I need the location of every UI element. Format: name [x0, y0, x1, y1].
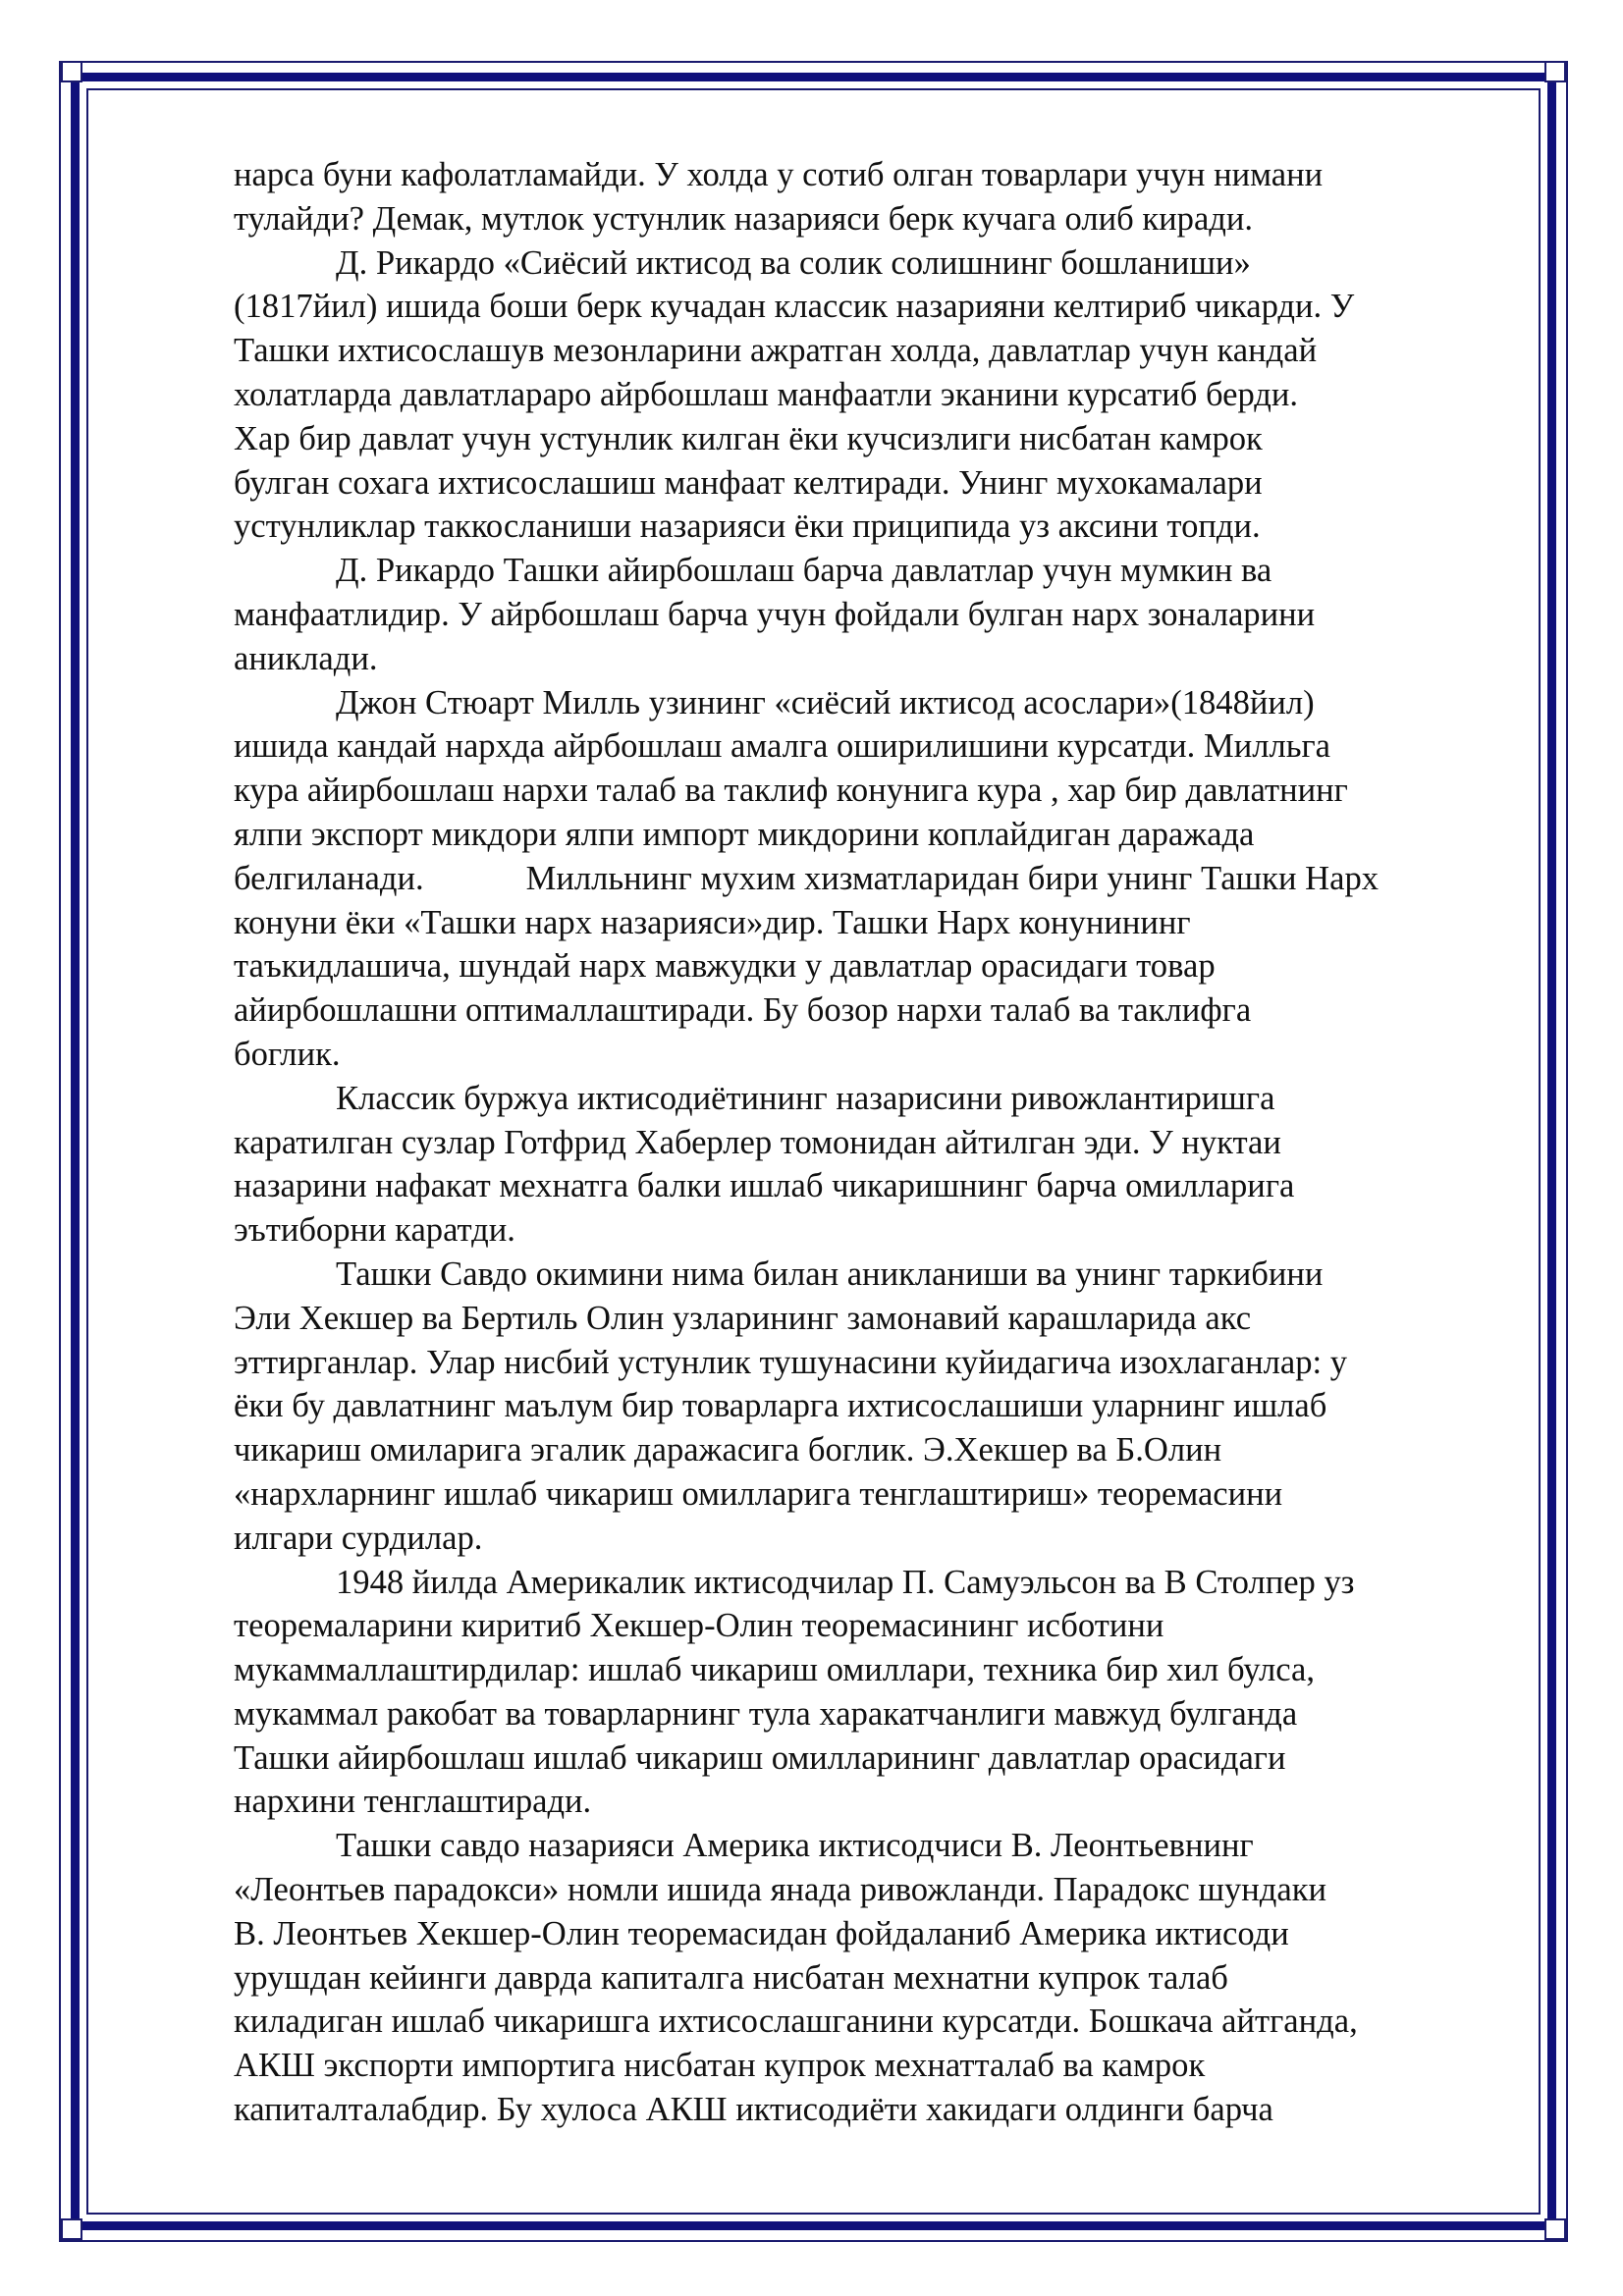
text-line: белгиланади. Милльнинг мухим хизматларидан бири унинг Ташки Нарх: [234, 859, 1380, 897]
paragraph: [234, 1253, 1510, 1561]
text-line: булган сохага ихтисослашиш манфаат келтиради. Унинг мухокамалари: [234, 463, 1263, 502]
text-line: айирбошлашни оптималлаштиради. Бу бозор нархи талаб ва таклифга: [234, 991, 1252, 1030]
text-line: Ташки ихтисослашув мезонларини ажратган холда, давлатлар учун кандай: [234, 332, 1318, 370]
paragraph: [234, 1561, 1510, 1825]
text-line: конуни ёки «Ташки нарх назарияси»дир. Ташки Нарх конунининг: [234, 903, 1191, 941]
text-line: урушдан кейинги даврда капиталга нисбатан мехнатни купрок талаб: [234, 1958, 1228, 1997]
text-line: (1817йил) ишида боши берк кучадан классик назарияни келтириб чикарди. У: [234, 288, 1355, 326]
border-corner-ornament: [61, 61, 82, 82]
text-line: илгари сурдилар.: [234, 1519, 483, 1557]
paragraph: [234, 153, 1510, 241]
paragraph: [234, 1077, 1510, 1253]
text-line: капиталталабдир. Бу хулоса АКШ иктисодиёти хакидаги олдинги барча: [234, 2091, 1273, 2129]
text-line: боглик.: [234, 1035, 341, 1073]
text-line: «нархларнинг ишлаб чикариш омилларига тенглаштириш» теоремасини: [234, 1474, 1283, 1513]
text-line: тулайди? Демак, мутлок устунлик назарияси берк кучага олиб киради.: [234, 199, 1254, 238]
text-line: Классик буржуа иктисодиётининг назарисини ривожлантиришга: [336, 1079, 1275, 1117]
text-line: Д. Рикардо «Сиёсий иктисод ва солик солишнинг бошланиши»: [336, 243, 1251, 282]
border-corner-ornament: [1544, 2218, 1566, 2240]
text-line: мукаммаллаштирдилар: ишлаб чикариш омиллари, техника бир хил булса,: [234, 1651, 1316, 1689]
paragraph: [234, 241, 1510, 550]
paragraph: [234, 549, 1510, 680]
text-line: киладиган ишлаб чикаришга ихтисослашганини курсатди. Бошкача айтганда,: [234, 2002, 1358, 2041]
text-line: Ташки Савдо окимини нима билан аникланиши ва унинг таркибини: [336, 1255, 1324, 1293]
text-line: Хар бир давлат учун устунлик килган ёки кучсизлиги нисбатан камрок: [234, 419, 1263, 457]
text-line: Джон Стюарт Милль узининг «сиёсий иктисод асослари»(1848йил): [336, 683, 1315, 721]
text-line: таъкидлашича, шундай нарх мавжудки у давлатлар орасидаги товар: [234, 947, 1216, 986]
text-line: эътиборни каратди.: [234, 1211, 515, 1250]
text-line: «Леонтьев парадокси» номли ишида янада ривожланди. Парадокс шундаки: [234, 1871, 1327, 1909]
text-line: нархини тенглаштиради.: [234, 1783, 592, 1821]
text-line: назарини нафакат мехнатга балки ишлаб чикаришнинг барча омилларига: [234, 1167, 1295, 1205]
text-line: кура айирбошлаш нархи талаб ва таклиф конунига кура , хар бир давлатнинг: [234, 772, 1348, 810]
border-corner-ornament: [61, 2218, 82, 2240]
text-line: ишида кандай нархда айрбошлаш амалга оширилишини курсатди. Милльга: [234, 727, 1331, 766]
text-line: ялпи экспорт микдори ялпи импорт микдорини коплайдиган даражада: [234, 815, 1255, 853]
text-line: АКШ экспорти импортига нисбатан купрок мехнатталаб ва камрок: [234, 2047, 1206, 2085]
paragraph: [234, 681, 1510, 1077]
text-line: аниклади.: [234, 639, 378, 677]
text-line: мукаммал ракобат ва товарларнинг тула харакатчанлиги мавжуд булганда: [234, 1694, 1298, 1733]
border-corner-ornament: [1544, 61, 1566, 82]
text-line: каратилган сузлар Готфрид Хаберлер томонидан айтилган эди. У нуктаи: [234, 1123, 1281, 1161]
text-line: чикариш омиларига эгалик даражасига боглик. Э.Хекшер ва Б.Олин: [234, 1431, 1222, 1469]
text-line: ёки бу давлатнинг маълум бир товарларга ихтисослашиши уларнинг ишлаб: [234, 1387, 1327, 1425]
text-line: теоремаларини киритиб Хекшер-Олин теоремасининг исботини: [234, 1607, 1164, 1645]
text-line: В. Леонтьев Хекшер-Олин теоремасидан фойдаланиб Америка иктисоди: [234, 1914, 1289, 1952]
text-line: Ташки савдо назарияси Америка иктисодчиси В. Леонтьевнинг: [336, 1827, 1254, 1865]
text-line: нарса буни кафолатламайди. У холда у сотиб олган товарлари учун нимани: [234, 156, 1324, 193]
text-line: устунликлар таккосланиши назарияси ёки приципида уз аксини топди.: [234, 507, 1261, 546]
document-body: [234, 153, 1510, 2132]
text-line: 1948 йилда Америкалик иктисодчилар П. Самуэльсон ва В Столпер уз: [336, 1563, 1355, 1601]
text-line: Эли Хекшер ва Бертиль Олин узларининг замонавий карашларида акс: [234, 1299, 1252, 1337]
text-line: Д. Рикардо Ташки айирбошлаш барча давлатлар учун мумкин ва: [336, 552, 1272, 590]
text-line: холатларда давлатлараро айрбошлаш манфаатли эканини курсатиб берди.: [234, 375, 1299, 413]
text-line: Ташки айирбошлаш ишлаб чикариш омилларининг давлатлар орасидаги: [234, 1738, 1286, 1777]
paragraph: [234, 1824, 1510, 2132]
text-line: эттирганлар. Улар нисбий устунлик тушунасини куйидагича изохлаганлар: у: [234, 1343, 1348, 1381]
text-line: манфаатлидир. У айрбошлаш барча учун фойдали булган нарх зоналарини: [234, 595, 1316, 633]
